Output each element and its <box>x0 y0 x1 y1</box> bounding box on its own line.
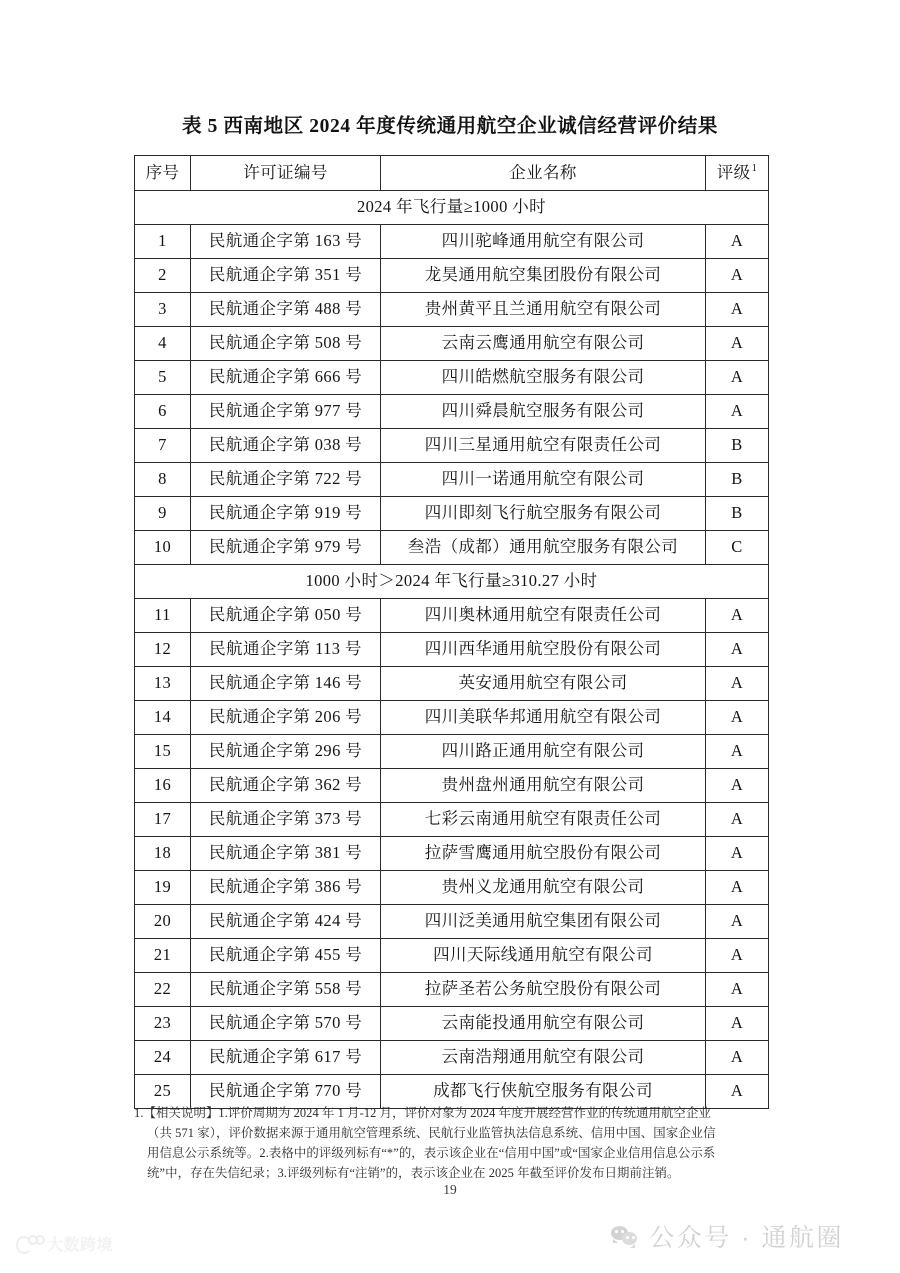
cell-grade: A <box>706 327 769 361</box>
table-row <box>135 599 769 633</box>
column-header-license: 许可证编号 <box>191 156 381 191</box>
page-title: 表 5 西南地区 2024 年度传统通用航空企业诚信经营评价结果 <box>182 116 718 137</box>
column-header-grade-label: 评级 <box>716 162 751 182</box>
cell-index: 4 <box>135 327 191 361</box>
cell-company: 四川路正通用航空有限公司 <box>381 735 706 769</box>
cell-company: 云南云鹰通用航空有限公司 <box>381 327 706 361</box>
cell-grade: A <box>706 599 769 633</box>
cell-license: 民航通企字第 919 号 <box>191 497 381 531</box>
cell-license: 民航通企字第 488 号 <box>191 293 381 327</box>
cell-company: 成都飞行侠航空服务有限公司 <box>381 1075 706 1109</box>
cell-company: 贵州盘州通用航空有限公司 <box>381 769 706 803</box>
cell-company: 四川泛美通用航空集团有限公司 <box>381 905 706 939</box>
cell-company: 四川舜晨航空服务有限公司 <box>381 395 706 429</box>
cell-license: 民航通企字第 617 号 <box>191 1041 381 1075</box>
cell-company: 龙昊通用航空集团股份有限公司 <box>381 259 706 293</box>
cell-company: 云南能投通用航空有限公司 <box>381 1007 706 1041</box>
table-row <box>135 871 769 905</box>
cell-company: 四川美联华邦通用航空有限公司 <box>381 701 706 735</box>
table-header-row <box>135 156 769 191</box>
table-row <box>135 395 769 429</box>
cell-license: 民航通企字第 455 号 <box>191 939 381 973</box>
cell-index: 25 <box>135 1075 191 1109</box>
table-section-header-row <box>135 191 769 225</box>
cell-index: 17 <box>135 803 191 837</box>
cell-company: 拉萨圣若公务航空股份有限公司 <box>381 973 706 1007</box>
watermark-bottom-left-label: 大数跨境 <box>47 1237 114 1254</box>
cell-index: 2 <box>135 259 191 293</box>
cell-grade: B <box>706 429 769 463</box>
cell-license: 民航通企字第 050 号 <box>191 599 381 633</box>
column-header-company: 企业名称 <box>381 156 706 191</box>
table-section-header: 2024 年飞行量≥1000 小时 <box>135 191 769 225</box>
table-row <box>135 1007 769 1041</box>
cell-company: 云南浩翔通用航空有限公司 <box>381 1041 706 1075</box>
rating-table <box>134 155 769 1109</box>
column-header-grade <box>706 156 769 191</box>
cell-company: 四川西华通用航空股份有限公司 <box>381 633 706 667</box>
table-row <box>135 939 769 973</box>
cell-index: 21 <box>135 939 191 973</box>
cell-index: 6 <box>135 395 191 429</box>
footnote-line-4: 统”中，存在失信纪录；3.评级列标有“注销”的，表示该企业在 2025 年截至评价发布日期前注销。 <box>147 1166 680 1181</box>
cell-license: 民航通企字第 770 号 <box>191 1075 381 1109</box>
cell-company: 贵州义龙通用航空有限公司 <box>381 871 706 905</box>
cell-license: 民航通企字第 362 号 <box>191 769 381 803</box>
cell-company: 四川奥林通用航空有限责任公司 <box>381 599 706 633</box>
cell-grade: A <box>706 701 769 735</box>
cell-company: 英安通用航空有限公司 <box>381 667 706 701</box>
cell-index: 12 <box>135 633 191 667</box>
cell-license: 民航通企字第 163 号 <box>191 225 381 259</box>
table-row <box>135 701 769 735</box>
cell-index: 20 <box>135 905 191 939</box>
cell-license: 民航通企字第 351 号 <box>191 259 381 293</box>
cell-license: 民航通企字第 373 号 <box>191 803 381 837</box>
cell-index: 10 <box>135 531 191 565</box>
table-row <box>135 293 769 327</box>
column-header-index: 序号 <box>135 156 191 191</box>
cell-license: 民航通企字第 666 号 <box>191 361 381 395</box>
table-row <box>135 259 769 293</box>
table-row <box>135 361 769 395</box>
cell-grade: A <box>706 1041 769 1075</box>
table-row <box>135 803 769 837</box>
cell-company: 七彩云南通用航空有限责任公司 <box>381 803 706 837</box>
table-row <box>135 837 769 871</box>
cell-license: 民航通企字第 381 号 <box>191 837 381 871</box>
footnote-line-2: （共 571 家），评价数据来源于通用航空管理系统、民航行业监管执法信息系统、信用中国、国家企业信 <box>147 1126 716 1141</box>
table-row <box>135 633 769 667</box>
wechat-icon <box>611 1225 640 1247</box>
cell-license: 民航通企字第 424 号 <box>191 905 381 939</box>
table-row <box>135 667 769 701</box>
cell-grade: A <box>706 973 769 1007</box>
cell-index: 22 <box>135 973 191 1007</box>
table-header <box>135 156 769 191</box>
cell-company: 叁浩（成都）通用航空服务有限公司 <box>381 531 706 565</box>
cell-license: 民航通企字第 296 号 <box>191 735 381 769</box>
cell-grade: A <box>706 633 769 667</box>
cell-company: 四川即刻飞行航空服务有限公司 <box>381 497 706 531</box>
table-row <box>135 769 769 803</box>
cell-index: 14 <box>135 701 191 735</box>
cell-grade: A <box>706 803 769 837</box>
cell-license: 民航通企字第 979 号 <box>191 531 381 565</box>
cell-index: 18 <box>135 837 191 871</box>
dashu-logo-icon <box>16 1235 42 1252</box>
cell-company: 拉萨雪鹰通用航空股份有限公司 <box>381 837 706 871</box>
cell-index: 9 <box>135 497 191 531</box>
cell-grade: A <box>706 1007 769 1041</box>
table-section-header: 1000 小时＞2024 年飞行量≥310.27 小时 <box>135 565 769 599</box>
cell-index: 16 <box>135 769 191 803</box>
cell-grade: C <box>706 531 769 565</box>
watermark-bottom-right <box>611 1218 844 1254</box>
rating-table-container <box>134 155 768 1109</box>
cell-grade: A <box>706 225 769 259</box>
cell-grade: A <box>706 395 769 429</box>
page-number: 19 <box>443 1182 457 1197</box>
cell-grade: B <box>706 463 769 497</box>
table-row <box>135 225 769 259</box>
cell-grade: A <box>706 1075 769 1109</box>
table-row <box>135 429 769 463</box>
footnote-line-3: 用信息公示系统等。2.表格中的评级列标有“*”的，表示该企业在“信用中国”或“国家企业信用信息公示系 <box>147 1146 716 1161</box>
cell-grade: A <box>706 259 769 293</box>
cell-grade: A <box>706 667 769 701</box>
cell-license: 民航通企字第 386 号 <box>191 871 381 905</box>
cell-index: 11 <box>135 599 191 633</box>
cell-index: 23 <box>135 1007 191 1041</box>
table-row <box>135 531 769 565</box>
cell-license: 民航通企字第 038 号 <box>191 429 381 463</box>
cell-license: 民航通企字第 206 号 <box>191 701 381 735</box>
cell-grade: A <box>706 361 769 395</box>
cell-grade: A <box>706 871 769 905</box>
cell-grade: A <box>706 905 769 939</box>
table-row <box>135 1041 769 1075</box>
table-body <box>135 191 769 1109</box>
cell-company: 四川天际线通用航空有限公司 <box>381 939 706 973</box>
cell-company: 四川一诺通用航空有限公司 <box>381 463 706 497</box>
cell-index: 1 <box>135 225 191 259</box>
table-row <box>135 327 769 361</box>
cell-grade: A <box>706 837 769 871</box>
cell-index: 13 <box>135 667 191 701</box>
cell-grade: A <box>706 769 769 803</box>
cell-grade: B <box>706 497 769 531</box>
watermark-bottom-left <box>16 1232 113 1255</box>
cell-grade: A <box>706 939 769 973</box>
cell-license: 民航通企字第 570 号 <box>191 1007 381 1041</box>
table-row <box>135 735 769 769</box>
watermark-bottom-right-label: 公众号 · 通航圈 <box>649 1224 844 1252</box>
cell-company: 四川驼峰通用航空有限公司 <box>381 225 706 259</box>
cell-index: 3 <box>135 293 191 327</box>
footnote <box>134 1103 782 1183</box>
table-row <box>135 497 769 531</box>
table-row <box>135 973 769 1007</box>
table-row <box>135 905 769 939</box>
cell-index: 19 <box>135 871 191 905</box>
footnote-line-1: 1.【相关说明】1.评价周期为 2024 年 1 月-12 月，评价对象为 2024 年度开展经营作业的传统通用航空企业 <box>134 1106 711 1120</box>
cell-index: 24 <box>135 1041 191 1075</box>
cell-index: 8 <box>135 463 191 497</box>
column-header-grade-superscript: 1 <box>751 163 758 175</box>
cell-company: 四川皓燃航空服务有限公司 <box>381 361 706 395</box>
cell-license: 民航通企字第 722 号 <box>191 463 381 497</box>
table-row <box>135 463 769 497</box>
cell-license: 民航通企字第 113 号 <box>191 633 381 667</box>
table-section-header-row <box>135 565 769 599</box>
cell-grade: A <box>706 735 769 769</box>
cell-license: 民航通企字第 146 号 <box>191 667 381 701</box>
cell-company: 贵州黄平且兰通用航空有限公司 <box>381 293 706 327</box>
cell-index: 15 <box>135 735 191 769</box>
cell-index: 7 <box>135 429 191 463</box>
cell-license: 民航通企字第 977 号 <box>191 395 381 429</box>
cell-license: 民航通企字第 558 号 <box>191 973 381 1007</box>
cell-company: 四川三星通用航空有限责任公司 <box>381 429 706 463</box>
cell-license: 民航通企字第 508 号 <box>191 327 381 361</box>
cell-grade: A <box>706 293 769 327</box>
cell-index: 5 <box>135 361 191 395</box>
